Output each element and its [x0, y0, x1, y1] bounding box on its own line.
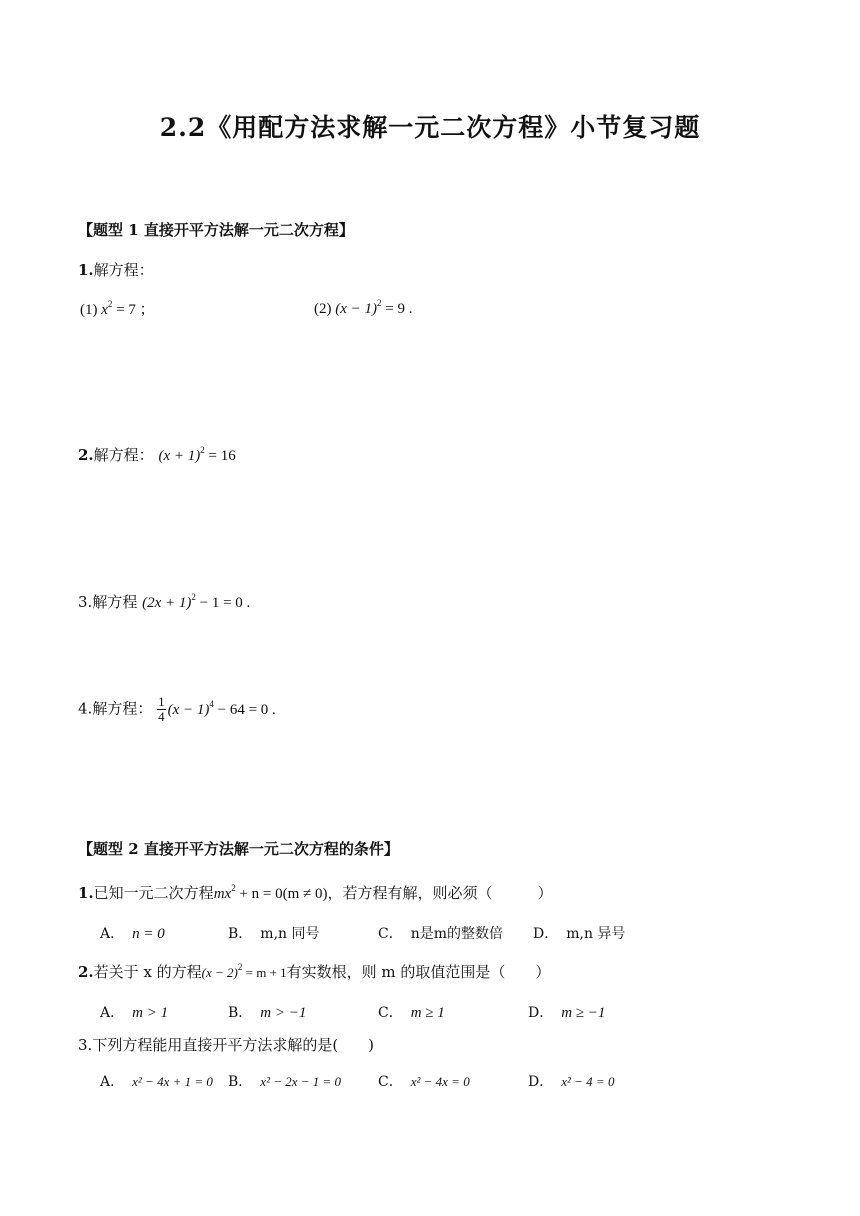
- fraction-denominator: 4: [158, 709, 165, 724]
- option-label: B．: [228, 926, 253, 942]
- option-text: n = 0: [132, 926, 165, 942]
- question-text-2: ，若方程有解，则必须（ ）: [327, 884, 553, 902]
- question-number: 2.: [78, 446, 94, 464]
- option-a: [100, 1002, 168, 1022]
- option-text: x² − 4 = 0: [561, 1074, 615, 1089]
- question-text: 解方程: [92, 593, 138, 611]
- question-1-1: [78, 259, 154, 280]
- option-c: [378, 1071, 470, 1091]
- option-text: x² − 2x − 1 = 0: [260, 1074, 342, 1089]
- exponent: 2: [237, 962, 243, 972]
- option-text: n是m的整数倍: [410, 926, 504, 942]
- fraction-numerator: 1: [158, 694, 165, 709]
- question-text-2: 有实数根，则 m 的取值范围是（ ）: [286, 963, 551, 981]
- option-label: C．: [378, 1005, 403, 1021]
- option-a: [100, 1071, 213, 1091]
- option-a: [100, 923, 165, 943]
- option-text: m ≥ −1: [561, 1005, 606, 1021]
- option-text: x² − 4x + 1 = 0: [132, 1074, 213, 1089]
- question-1-2: [78, 444, 236, 465]
- equation-rest: = 7 ；: [112, 302, 155, 318]
- option-text: m > −1: [260, 1005, 307, 1021]
- equation-rest: = 16: [204, 448, 236, 464]
- exponent: 2: [107, 299, 113, 309]
- option-label: D．: [533, 926, 559, 942]
- option-d: [533, 923, 625, 943]
- option-b: [228, 1071, 341, 1091]
- option-label: C．: [378, 1074, 403, 1090]
- option-text: m,n 同号: [260, 926, 320, 942]
- option-label: C．: [378, 926, 403, 942]
- option-text: m,n 异号: [566, 926, 626, 942]
- page-title: 2.2《用配方法求解一元二次方程》小节复习题: [159, 113, 701, 142]
- equation-rest: + n = 0(m ≠ 0): [235, 886, 328, 902]
- question-1-4: [78, 695, 276, 724]
- part-label: (1): [80, 302, 98, 318]
- question-number: 3.: [78, 1036, 93, 1054]
- exponent: 2: [377, 298, 382, 308]
- option-text: m ≥ 1: [410, 1005, 445, 1021]
- question-2-3: [78, 1034, 374, 1055]
- question-number: 3.: [78, 593, 93, 611]
- question-text: 解方程：: [92, 699, 153, 718]
- equation-rest: − 1 = 0 .: [195, 595, 251, 611]
- option-c: [378, 923, 503, 943]
- option-text: x² − 4x = 0: [410, 1074, 470, 1089]
- question-number: 4.: [78, 699, 93, 718]
- exponent: 2: [191, 592, 196, 602]
- fraction: [157, 695, 166, 724]
- option-label: A．: [100, 1005, 125, 1021]
- question-text: 解方程：: [93, 446, 154, 464]
- equation: (x − 1): [167, 701, 210, 718]
- question-number: 2.: [78, 963, 94, 981]
- option-label: B．: [228, 1074, 253, 1090]
- equation-rest: = 9 .: [381, 301, 413, 317]
- option-b: [228, 1002, 306, 1022]
- question-number: 1.: [78, 261, 94, 279]
- section-heading-1: 【题型 1 直接开平方法解一元二次方程】: [78, 221, 354, 239]
- question-number: 1.: [78, 884, 94, 902]
- question-text: 解方程：: [93, 261, 154, 279]
- exponent: 2: [231, 883, 236, 893]
- question-1-1-part-1: [80, 298, 155, 319]
- exponent: 2: [200, 445, 205, 455]
- part-label: (2): [314, 301, 332, 317]
- question-1-3: [78, 591, 250, 612]
- equation: (2x + 1): [142, 595, 192, 611]
- section-heading-2: 【题型 2 直接开平方法解一元二次方程的条件】: [78, 840, 399, 858]
- option-d: [528, 1071, 614, 1091]
- equation: x: [101, 302, 108, 318]
- equation-rest: = m + 1: [242, 965, 287, 980]
- equation-rest: − 64 = 0 .: [213, 701, 276, 718]
- question-text: 若关于 x 的方程: [93, 963, 202, 981]
- option-label: A．: [100, 1074, 125, 1090]
- question-2-2: [78, 961, 550, 982]
- option-text: m > 1: [132, 1005, 169, 1021]
- equation: mx: [213, 886, 232, 902]
- option-c: [378, 1002, 445, 1022]
- question-1-1-part-2: [314, 298, 413, 318]
- option-b: [228, 923, 320, 943]
- option-label: D．: [528, 1005, 554, 1021]
- option-label: D．: [528, 1074, 554, 1090]
- equation: (x + 1): [158, 448, 201, 464]
- option-label: B．: [228, 1005, 253, 1021]
- question-text: 下列方程能用直接开平方法求解的是( ): [92, 1036, 375, 1054]
- equation: (x − 2): [201, 965, 238, 980]
- option-d: [528, 1002, 605, 1022]
- option-label: A．: [100, 926, 125, 942]
- question-2-1: [78, 882, 553, 903]
- exponent: 4: [209, 698, 214, 709]
- equation: (x − 1): [335, 301, 378, 317]
- question-text: 已知一元二次方程: [93, 884, 214, 902]
